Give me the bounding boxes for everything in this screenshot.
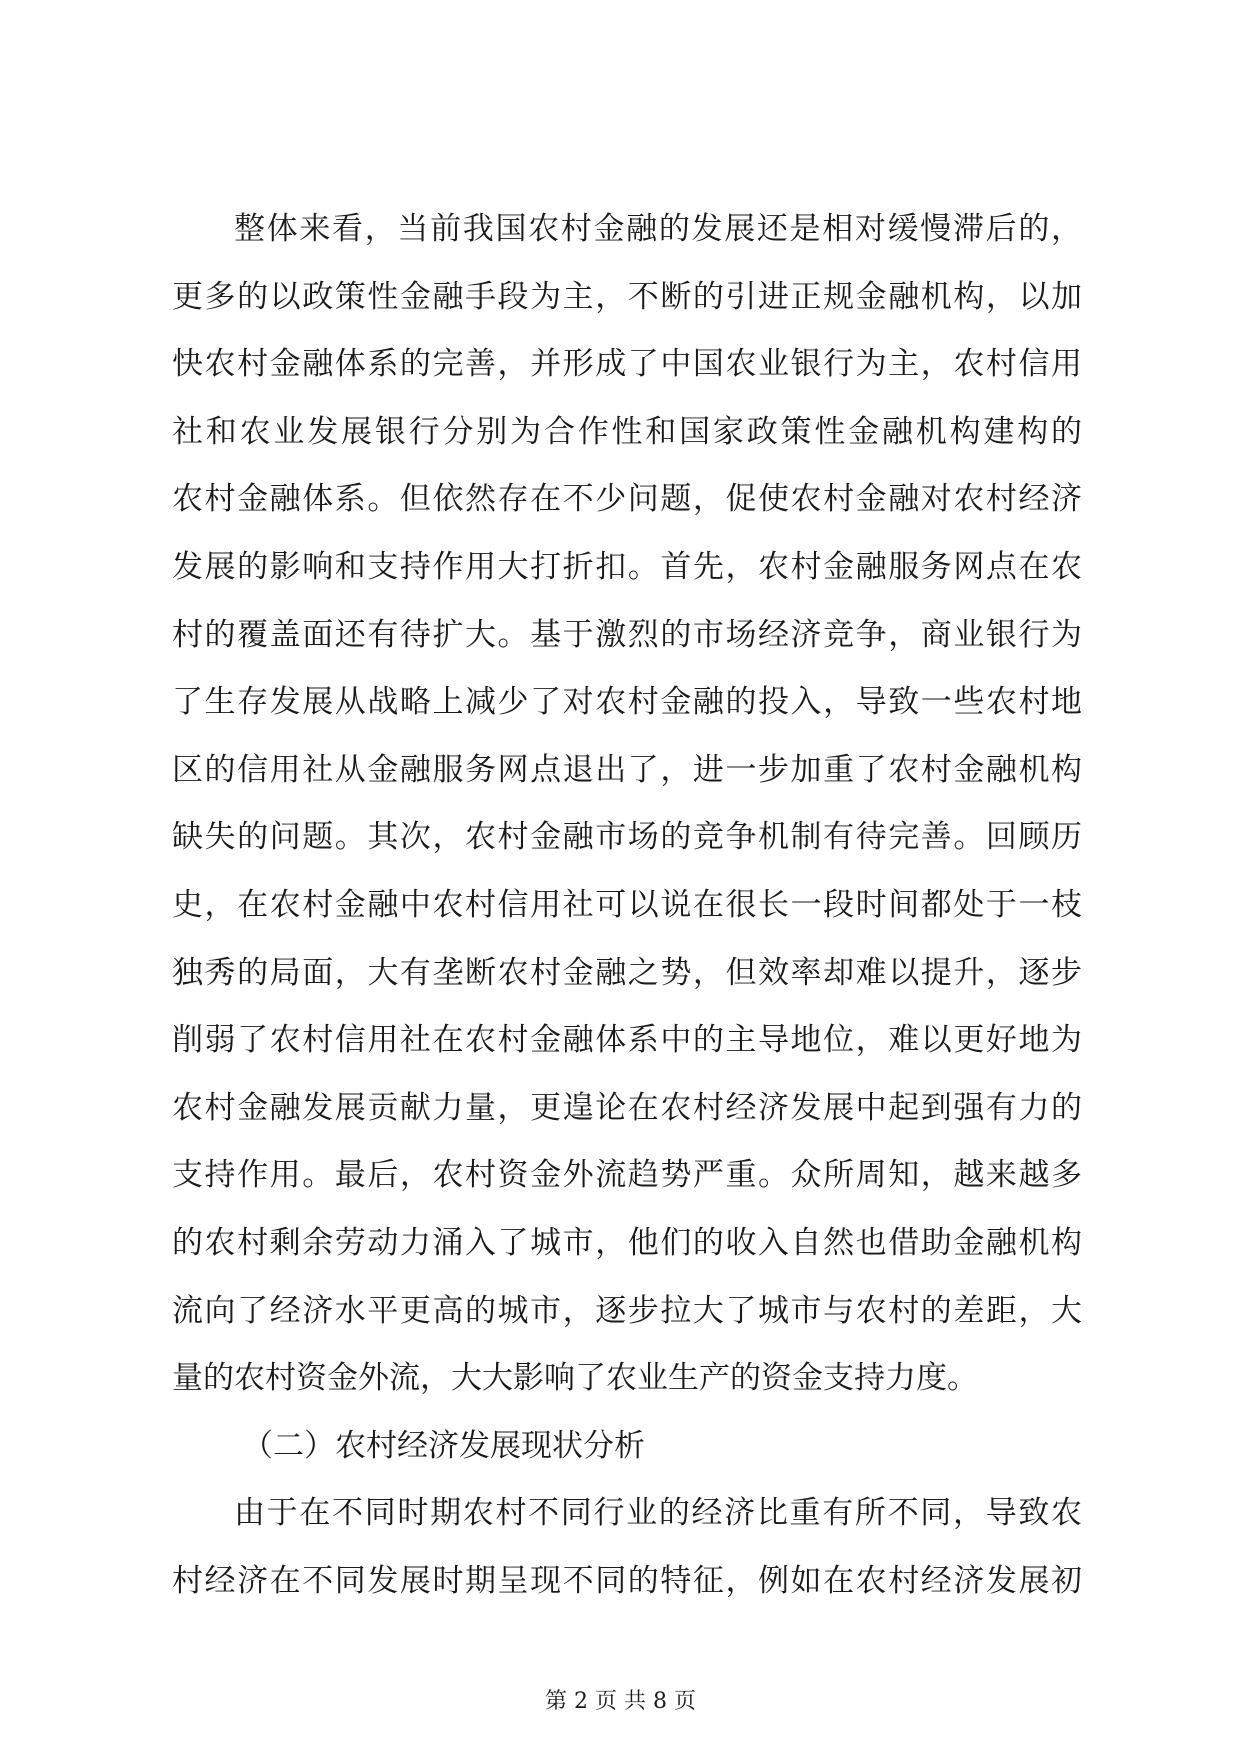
text-line: 了生存发展从战略上减少了对农村金融的投入，导致一些农村地 bbox=[172, 684, 1082, 721]
text-line: 由于在不同时期农村不同行业的经济比重有所不同，导致农 bbox=[234, 1495, 1082, 1532]
text-line: 发展的影响和支持作用大打折扣。首先，农村金融服务网点在农 bbox=[172, 548, 1082, 585]
text-line: 史，在农村金融中农村信用社可以说在很长一段时间都处于一枝 bbox=[172, 886, 1082, 923]
text-line: 流向了经济水平更高的城市，逐步拉大了城市与农村的差距，大 bbox=[172, 1292, 1082, 1329]
section-heading: （二）农村经济发展现状分析 bbox=[242, 1427, 645, 1464]
paragraph-rural-finance bbox=[172, 196, 1082, 1413]
text-line: 的农村剩余劳动力涌入了城市，他们的收入自然也借助金融机构 bbox=[172, 1224, 1082, 1261]
text-line: 社和农业发展银行分别为合作性和国家政策性金融机构建构的 bbox=[172, 413, 1082, 450]
text-line: 削弱了农村信用社在农村金融体系中的主导地位，难以更好地为 bbox=[172, 1022, 1082, 1059]
text-line: 缺失的问题。其次，农村金融市场的竞争机制有待完善。回顾历 bbox=[172, 819, 1082, 856]
text-line: 村的覆盖面还有待扩大。基于激烈的市场经济竞争，商业银行为 bbox=[172, 616, 1082, 653]
page-number-footer: 第 2 页 共 8 页 bbox=[545, 1689, 696, 1714]
text-line: 整体来看，当前我国农村金融的发展还是相对缓慢滞后的， bbox=[234, 211, 1082, 247]
text-line: 支持作用。最后，农村资金外流趋势严重。众所周知，越来越多 bbox=[172, 1157, 1082, 1194]
text-line: 农村金融发展贡献力量，更遑论在农村经济发展中起到强有力的 bbox=[172, 1089, 1082, 1126]
text-line: 量的农村资金外流，大大影响了农业生产的资金支持力度。 bbox=[172, 1360, 978, 1397]
text-line: 农村金融体系。但依然存在不少问题，促使农村金融对农村经济 bbox=[172, 481, 1082, 518]
text-line: 快农村金融体系的完善，并形成了中国农业银行为主，农村信用 bbox=[172, 346, 1082, 383]
body-text bbox=[172, 196, 1082, 1615]
paragraph-rural-economy bbox=[172, 1480, 1082, 1615]
text-line: 村经济在不同发展时期呈现不同的特征，例如在农村经济发展初 bbox=[172, 1562, 1082, 1599]
text-line: 区的信用社从金融服务网点退出了，进一步加重了农村金融机构 bbox=[172, 751, 1082, 788]
text-line: 独秀的局面，大有垄断农村金融之势，但效率却难以提升，逐步 bbox=[172, 954, 1082, 991]
text-line: 更多的以政策性金融手段为主，不断的引进正规金融机构，以加 bbox=[172, 278, 1082, 315]
